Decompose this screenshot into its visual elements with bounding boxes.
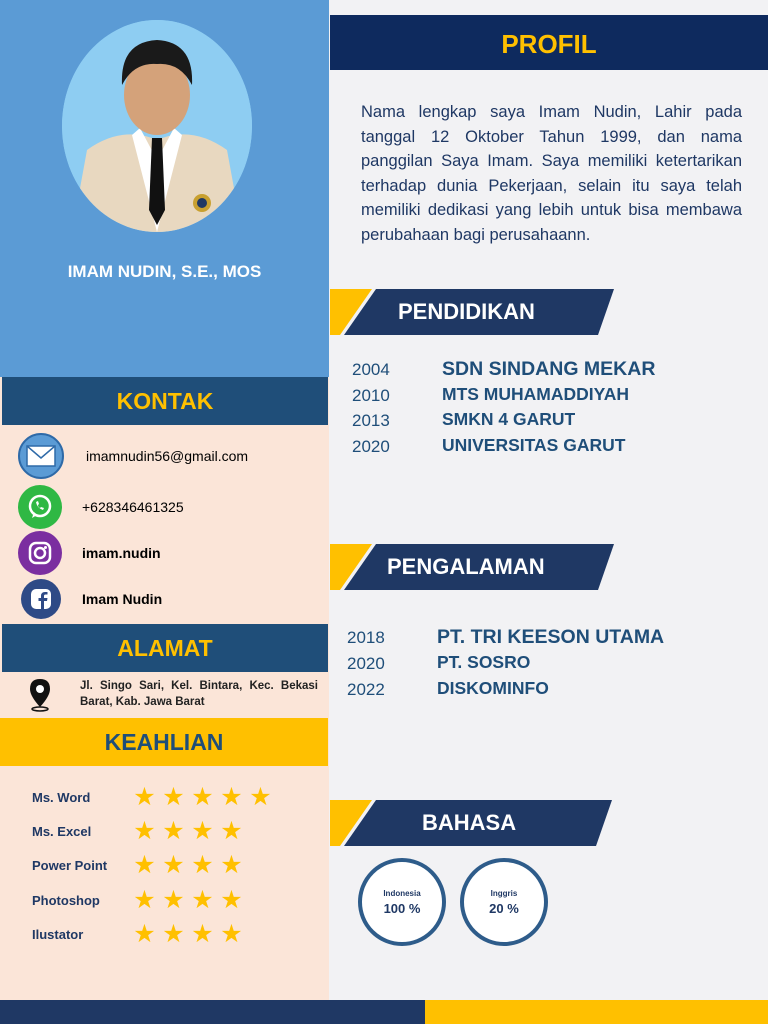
star-icon: ★	[133, 817, 156, 845]
entry-name: PT. SOSRO	[437, 652, 531, 672]
pengalaman-banner	[330, 544, 614, 590]
star-icon: ★	[220, 851, 243, 879]
skill-rating	[130, 817, 246, 845]
star-icon: ★	[220, 920, 243, 948]
language-name: Inggris	[490, 888, 518, 898]
address-text: Jl. Singo Sari, Kel. Bintara, Kec. Bekasi Barat, Kab. Jawa Barat	[80, 680, 318, 708]
star-icon: ★	[162, 851, 185, 879]
contact-facebook[interactable]	[21, 576, 162, 622]
entry-name: SMKN 4 GARUT	[442, 409, 576, 429]
skill-name: Ms. Word	[32, 789, 91, 805]
location-pin-icon	[28, 678, 52, 717]
skill-name: Ilustator	[32, 926, 84, 942]
entry-name: UNIVERSITAS GARUT	[442, 434, 626, 455]
star-icon: ★	[220, 783, 243, 811]
entry-year: 2010	[352, 385, 390, 405]
email-text: imamnudin56@gmail.com	[86, 448, 249, 464]
entry-year: 2004	[352, 360, 390, 379]
facebook-text: Imam Nudin	[82, 591, 163, 607]
alamat-heading: ALAMAT	[2, 624, 328, 672]
star-icon: ★	[162, 817, 185, 845]
pendidikan-banner	[330, 289, 614, 335]
language-value: 100 %	[383, 900, 421, 916]
star-icon: ★	[191, 851, 214, 879]
skill-name: Photoshop	[32, 892, 100, 908]
language-value: 20 %	[489, 900, 519, 916]
star-icon: ★	[162, 886, 185, 914]
entry-year: 2022	[347, 680, 385, 699]
star-icon: ★	[191, 920, 214, 948]
star-icon: ★	[191, 817, 214, 845]
language-circle-indonesia	[358, 858, 446, 946]
contact-phone[interactable]	[18, 484, 184, 530]
star-icon: ★	[133, 886, 156, 914]
entry-year: 2020	[347, 654, 385, 673]
bahasa-banner	[330, 800, 612, 846]
skill-row	[32, 850, 246, 880]
skill-name: Power Point	[32, 857, 108, 873]
skill-row	[32, 919, 246, 949]
entry-year: 2020	[352, 436, 390, 456]
bottom-stripe-navy	[0, 1000, 425, 1024]
star-icon: ★	[220, 886, 243, 914]
star-icon: ★	[162, 783, 185, 811]
whatsapp-icon	[18, 485, 62, 529]
star-icon: ★	[191, 886, 214, 914]
profile-photo	[62, 20, 252, 232]
star-icon: ★	[133, 851, 156, 879]
skill-rating	[130, 851, 246, 879]
contact-instagram[interactable]	[18, 530, 161, 576]
pengalaman-heading: PENGALAMAN	[387, 554, 545, 579]
entry-name: MTS MUHAMADDIYAH	[442, 383, 629, 404]
star-icon: ★	[133, 920, 156, 948]
bottom-stripe-yellow	[410, 1000, 768, 1024]
keahlian-heading: KEAHLIAN	[0, 718, 328, 766]
instagram-text: imam.nudin	[82, 545, 161, 561]
entry-name: SDN SINDANG MEKAR	[442, 358, 656, 380]
contact-email[interactable]	[18, 433, 248, 479]
entry-name: PT. TRI KEESON UTAMA	[437, 626, 665, 648]
facebook-icon	[21, 579, 61, 619]
star-icon: ★	[162, 920, 185, 948]
skill-rating	[130, 783, 275, 811]
person-name: IMAM NUDIN, S.E., MOS	[67, 262, 262, 281]
profil-heading: PROFIL	[330, 15, 768, 70]
email-icon	[18, 433, 64, 479]
skill-rating	[130, 920, 246, 948]
skill-row	[32, 885, 246, 915]
entry-year: 2013	[352, 411, 390, 430]
bahasa-heading: BAHASA	[422, 810, 517, 835]
skill-row	[32, 782, 275, 812]
star-icon: ★	[220, 817, 243, 845]
language-list	[358, 858, 548, 946]
language-circle-inggris	[460, 858, 548, 946]
skill-rating	[130, 886, 246, 914]
star-icon: ★	[133, 783, 156, 811]
kontak-heading: KONTAK	[2, 377, 328, 425]
skill-name: Ms. Excel	[32, 823, 92, 839]
star-icon: ★	[249, 783, 272, 811]
entry-name: DISKOMINFO	[437, 678, 549, 698]
entry-year: 2018	[347, 628, 385, 647]
skill-row	[32, 816, 246, 846]
pendidikan-heading: PENDIDIKAN	[398, 299, 535, 324]
star-icon: ★	[191, 783, 214, 811]
instagram-icon	[18, 531, 62, 575]
phone-text: +628346461325	[82, 499, 184, 515]
language-name: Indonesia	[383, 888, 421, 898]
profil-text: Nama lengkap saya Imam Nudin, Lahir pada tanggal 12 Oktober Tahun 1999, dan nama panggilan Saya Imam. Saya memiliki ketertarikan terhadap dunia Pekerjaan, selain itu saya telah memiliki dedikasi yang lebih untuk bisa membawa perubahaan bagi perusahaann.	[361, 103, 742, 244]
